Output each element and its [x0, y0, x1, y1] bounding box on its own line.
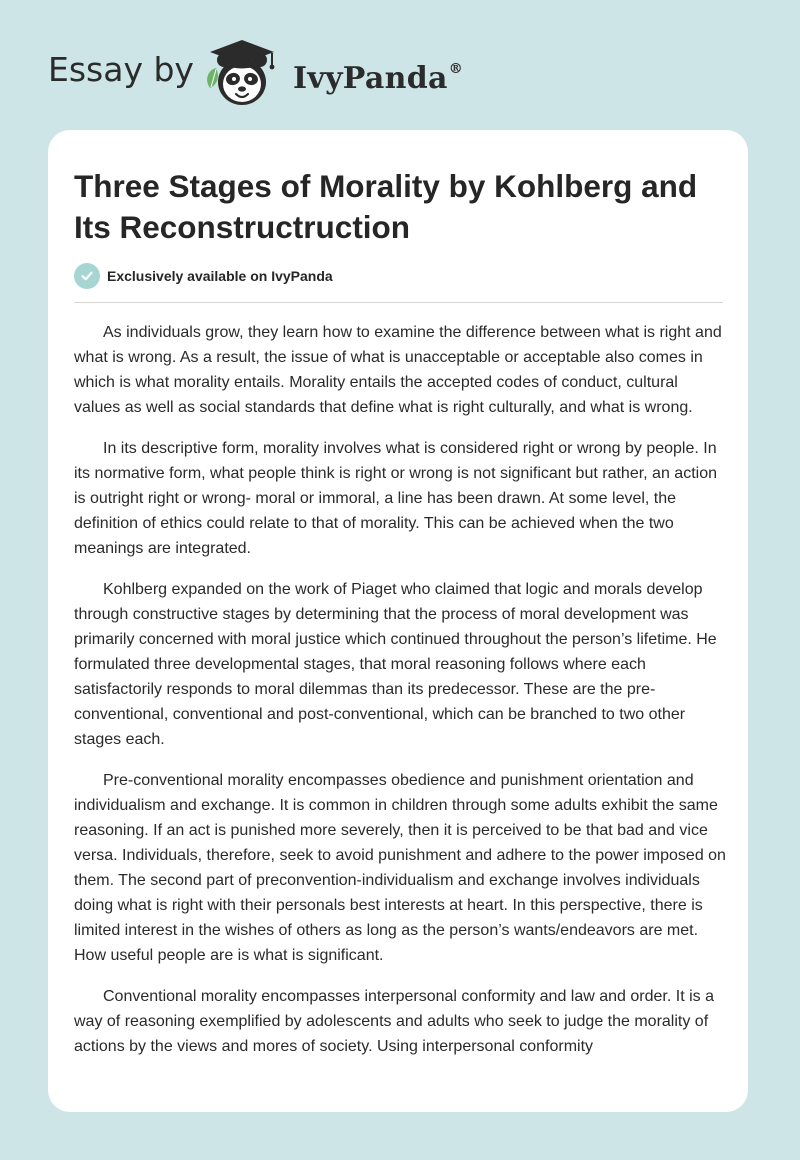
brand-name[interactable] — [293, 54, 463, 98]
site-header — [0, 0, 800, 128]
essay-paragraph: Conventional morality encompasses interpersonal conformity and law and order. It is a way of reasoning exemplified by adolescents and adults who seek to judge the morality of actions by the views and mores of society. Using interpersonal conformity — [74, 988, 714, 1055]
essay-title: Three Stages of Morality by Kohlberg and Its Reconstructruction — [74, 168, 698, 245]
essay-paragraph: Kohlberg expanded on the work of Piaget who claimed that logic and morals develop through constructive stages by determining that the process of moral development was primarily concerned with moral justice which continued throughout the person’s lifetime. He formulated three developmental stages, that moral reasoning follows where each satisfactorily responds to moral dilemmas than its predecessor. These are the pre-conventional, conventional and post-conventional, which can be branched to two other stages each. — [74, 581, 717, 748]
exclusive-notice — [74, 263, 333, 289]
essay-card — [48, 130, 748, 1112]
essay-paragraph: In its descriptive form, morality involves what is considered right or wrong by people. In its normative form, what people think is right or wrong is not significant but rather, an action is outright right or wrong- moral or immoral, a line has been drawn. At some level, the definition of ethics could relate to that of morality. This can be achieved when the two meanings are integrated. — [74, 440, 717, 557]
essay-paragraph: Pre-conventional morality encompasses obedience and punishment orientation and individualism and exchange. It is common in children through some adults exhibit the same reasoning. If an act is punished more severely, then it is perceived to be that bad and vice versa. Individuals, therefore, seek to avoid punishment and adhere to the power imposed on them. The second part of preconvention-individualism and exchange involves individuals doing what is right with their personals best interests at heart. In this perspective, there is limited interest in the wishes of others as long as the person’s wants/endeavors are met. How useful people are is what is significant. — [74, 772, 726, 964]
check-badge-icon — [74, 263, 100, 289]
brand-name-text: IvyPanda — [293, 61, 448, 96]
essay-body — [74, 320, 726, 1075]
exclusive-label: Exclusively available on IvyPanda — [107, 268, 333, 284]
divider — [74, 302, 723, 303]
registered-mark: ® — [448, 61, 464, 77]
brand-prefix: Essay by — [48, 50, 194, 89]
panda-graduate-logo-icon[interactable] — [200, 36, 288, 110]
essay-paragraph: As individuals grow, they learn how to examine the difference between what is right and what is wrong. As a result, the issue of what is unacceptable or acceptable also comes in which is what morality entails. Morality entails the accepted codes of conduct, cultural values as well as social standards that define what is right culturally, and what is wrong. — [74, 324, 722, 416]
